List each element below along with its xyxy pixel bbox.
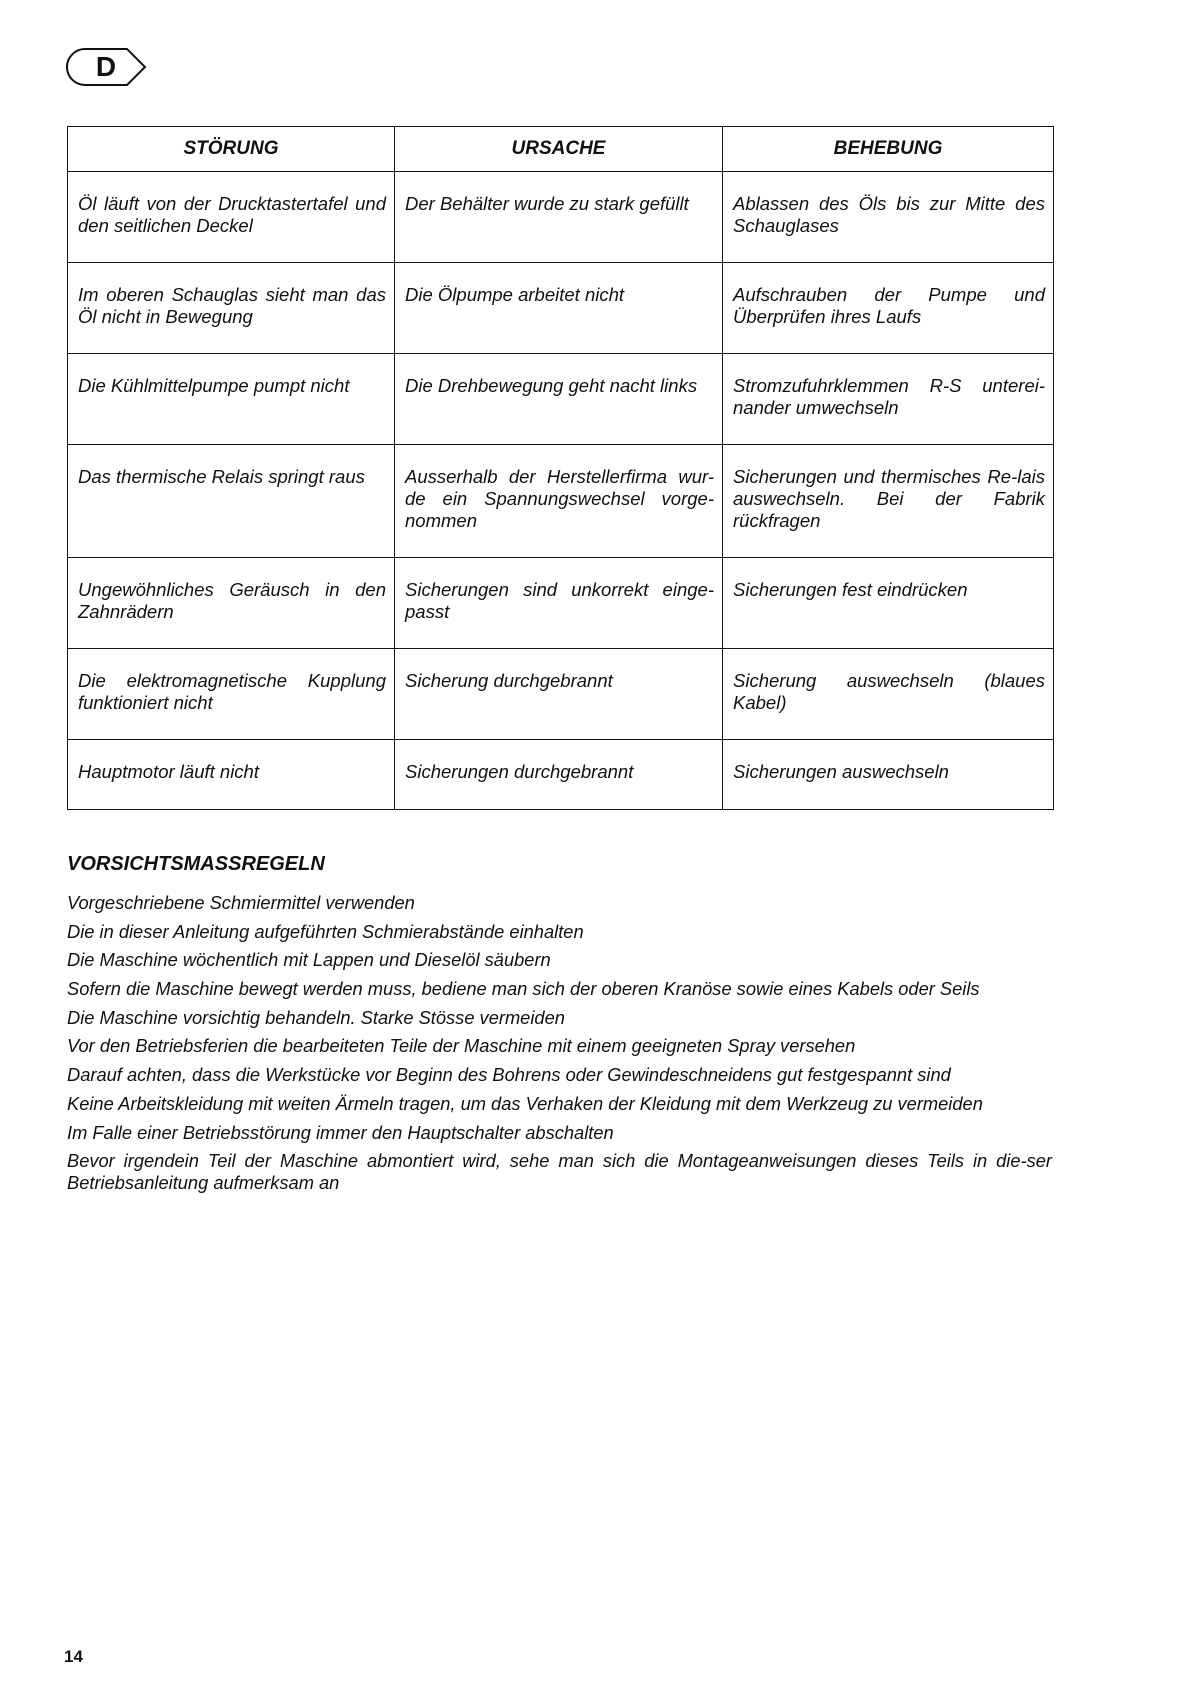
language-badge	[65, 47, 147, 87]
problem-cell: Hauptmotor läuft nicht	[68, 740, 395, 810]
page-number: 14	[64, 1647, 83, 1666]
table-row	[68, 445, 1054, 558]
table-header-row	[68, 127, 1054, 172]
table-row	[68, 263, 1054, 354]
problem-cell: Die elektromagnetische Kupplung funktioniert nicht	[68, 649, 395, 740]
remedy-cell: Sicherungen und thermisches Re-lais auswechseln. Bei der Fabrik rückfragen	[723, 445, 1054, 558]
precautions-title: VORSICHTSMASSREGELN	[67, 853, 325, 875]
table-row	[68, 558, 1054, 649]
cause-cell: Ausserhalb der Herstellerfirma wur-de ein Spannungswechsel vorge-nommen	[395, 445, 723, 558]
list-item: Bevor irgendein Teil der Maschine abmontiert wird, sehe man sich die Montageanweisungen dieses Teils in die-ser Betriebsanleitung aufmerksam an	[67, 1150, 1052, 1194]
problem-cell: Das thermische Relais springt raus	[68, 445, 395, 558]
list-item: Vorgeschriebene Schmiermittel verwenden	[67, 892, 415, 913]
list-item: Die Maschine wöchentlich mit Lappen und Dieselöl säubern	[67, 949, 551, 971]
cause-cell: Sicherungen sind unkorrekt einge-passt	[395, 558, 723, 649]
cause-cell: Der Behälter wurde zu stark gefüllt	[395, 172, 723, 263]
table-row	[68, 649, 1054, 740]
list-item: Die Maschine vorsichtig behandeln. Starke Stösse vermeiden	[67, 1006, 565, 1028]
remedy-cell: Sicherungen auswechseln	[723, 740, 1054, 810]
problem-cell: Ungewöhnliches Geräusch in den Zahnrädern	[68, 558, 395, 649]
remedy-cell: Aufschrauben der Pumpe und Überprüfen ihres Laufs	[723, 263, 1054, 354]
table-row	[68, 172, 1054, 263]
cause-cell: Die Ölpumpe arbeitet nicht	[395, 263, 723, 354]
header-cause: URSACHE	[395, 127, 723, 172]
cause-cell: Die Drehbewegung geht nacht links	[395, 354, 723, 445]
cause-cell: Sicherung durchgebrannt	[395, 649, 723, 740]
troubleshooting-table	[67, 126, 1054, 810]
problem-cell: Öl läuft von der Drucktastertafel und den seitlichen Deckel	[68, 172, 395, 263]
list-item: Im Falle einer Betriebsstörung immer den Hauptschalter abschalten	[67, 1121, 614, 1143]
list-item: Keine Arbeitskleidung mit weiten Ärmeln tragen, um das Verhaken der Kleidung mit dem Werkzeug zu vermeiden	[67, 1092, 983, 1114]
language-badge-letter: D	[95, 51, 117, 82]
list-item: Die in dieser Anleitung aufgeführten Schmierabstände einhalten	[67, 920, 584, 942]
cause-cell: Sicherungen durchgebrannt	[395, 740, 723, 810]
problem-cell: Im oberen Schauglas sieht man das Öl nicht in Bewegung	[68, 263, 395, 354]
table-row	[68, 740, 1054, 810]
list-item: Vor den Betriebsferien die bearbeiteten Teile der Maschine mit einem geeigneten Spray versehen	[67, 1035, 856, 1057]
table-row	[68, 354, 1054, 445]
remedy-cell: Ablassen des Öls bis zur Mitte des Schauglases	[723, 172, 1054, 263]
remedy-cell: Sicherungen fest eindrücken	[723, 558, 1054, 649]
list-item: Darauf achten, dass die Werkstücke vor Beginn des Bohrens oder Gewindeschneidens gut festgespannt sind	[67, 1064, 951, 1086]
header-problem: STÖRUNG	[68, 127, 395, 172]
remedy-cell: Stromzufuhrklemmen R-S unterei-nander umwechseln	[723, 354, 1054, 445]
list-item: Sofern die Maschine bewegt werden muss, bediene man sich der oberen Kranöse sowie eines Kabels oder Seils	[67, 978, 980, 1000]
header-remedy: BEHEBUNG	[723, 127, 1054, 172]
remedy-cell: Sicherung auswechseln (blaues Kabel)	[723, 649, 1054, 740]
precautions-list	[67, 892, 1052, 1201]
problem-cell: Die Kühlmittelpumpe pumpt nicht	[68, 354, 395, 445]
